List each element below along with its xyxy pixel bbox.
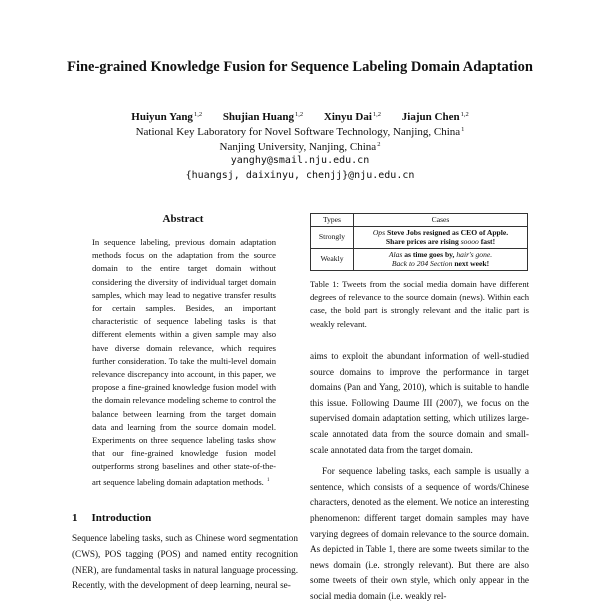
- author-name: Jiajun Chen: [401, 111, 460, 123]
- italic-fragment: Ops: [372, 227, 386, 237]
- italic-fragment: hair's gone.: [456, 249, 493, 259]
- author: [324, 111, 381, 123]
- author-affil-mark: 1,2: [460, 111, 469, 118]
- email-1: yanghy@smail.nju.edu.cn: [230, 155, 370, 166]
- section-heading-introduction: [72, 512, 151, 524]
- table-row: [311, 226, 528, 248]
- italic-fragment: Back to 204 Section: [391, 259, 453, 268]
- table-row: [311, 248, 528, 270]
- affiliation-1-text: National Key Laboratory for Novel Software Technology, Nanjing, China: [135, 126, 461, 138]
- table-header-row: [311, 214, 528, 227]
- bold-fragment: fast!: [480, 237, 496, 246]
- case-line: [357, 250, 524, 260]
- bold-fragment: Share prices are rising: [385, 237, 459, 246]
- bold-fragment: Steve Jobs resigned as CEO of Apple.: [386, 227, 509, 237]
- author: [131, 111, 202, 123]
- affiliation-1-mark: 1: [461, 126, 465, 133]
- bold-fragment: as time goes by,: [404, 249, 455, 259]
- right-column-body: [310, 349, 529, 605]
- section-number: 1: [72, 512, 78, 524]
- table-cell-case: [354, 248, 528, 270]
- abstract-heading: Abstract: [162, 213, 204, 225]
- italic-fragment: Alas: [388, 249, 403, 259]
- author-affil-mark: 1,2: [372, 111, 382, 118]
- introduction-body: Sequence labeling tasks, such as Chinese word segmentation (CWS), POS tagging (POS) and named entity recognition (NER), are fundamental tasks in natural language processing. Recently, with the development of deep learning, neural se-: [72, 533, 298, 591]
- table-cell-type: Weakly: [311, 248, 354, 270]
- paragraph: aims to exploit the abundant information of well-studied source domains to improve the performance in target domains (Pan and Yang, 2010), which is suitable to handle this issue. Following Daume III (2007), we focus on the supervised domain adaptation setting, which utilizes large-scale annotated data from the source domain and small-scale annotated data from the target domain.: [310, 351, 529, 455]
- section-title: Introduction: [91, 512, 152, 524]
- author-affil-mark: 1,2: [193, 111, 203, 118]
- table-header-cell: Cases: [354, 214, 528, 227]
- affiliation-2-mark: 2: [377, 141, 381, 148]
- table-1-caption: Table 1: Tweets from the social media domain have different degrees of relevance to the source domain (news). Within each case, the bold part is strongly relevant and the italic part is weakly relevant.: [310, 279, 529, 329]
- footnote-mark: 1: [266, 477, 270, 483]
- table-cell-case: [354, 226, 528, 248]
- abstract-text: In sequence labeling, previous domain adaptation methods focus on the adaptation from the source domain to the entire target domain without considering the diversity of individual target domain samples, which may lead to negative transfer results for certain samples. Besides, an important characteristic of sequence labeling tasks is that different elements within a given sample may also have diverse domain relevance, which requires further consideration. To take the multi-level domain relevance discrepancy into account, in this paper, we propose a fine-grained knowledge fusion model with the domain relevance modeling scheme to control the balance between learning from the target domain data and learning from the source domain model. Experiments on three sequence labeling tasks show that our fine-grained knowledge fusion model outperforms strong baselines and other state-of-the-art sequence labeling domain adaptation methods.: [92, 237, 276, 487]
- author-name: Xinyu Dai: [323, 111, 372, 123]
- author-name: Shujian Huang: [222, 111, 295, 123]
- case-line: [357, 259, 524, 269]
- author-list: [40, 108, 560, 124]
- affiliation-1: [40, 123, 560, 139]
- paper-title: Fine-grained Knowledge Fusion for Sequence Labeling Domain Adaptation: [67, 59, 533, 75]
- italic-fragment: soooo: [460, 237, 479, 246]
- table-header-cell: Types: [311, 214, 354, 227]
- author-affil-mark: 1,2: [295, 111, 304, 118]
- case-line: [357, 228, 524, 238]
- abstract-body: [92, 236, 276, 489]
- affiliation-2-text: Nanjing University, Nanjing, China: [219, 141, 377, 153]
- author: [402, 111, 469, 123]
- paragraph: For sequence labeling tasks, each sample is usually a sentence, which consists of a sequence of words/Chinese characters, denoted as the element. We notice an interesting phenomenon: different target domain samples may have varying degrees of domain relevance to the source domain. As depicted in Table 1, there are some tweets similar to the news domain (i.e. strongly relevant). But there are also some tweets of their own style, which only appear in the social media domain (i.e. weakly rel-: [310, 466, 529, 601]
- table-1: [310, 213, 528, 271]
- author: [223, 111, 303, 123]
- author-name: Huiyun Yang: [131, 111, 193, 123]
- table-cell-type: Strongly: [311, 226, 354, 248]
- bold-fragment: next week!: [454, 259, 490, 268]
- email-2: {huangsj, daixinyu, chenjj}@nju.edu.cn: [185, 170, 415, 181]
- affiliation-2: [40, 138, 560, 154]
- case-line: [357, 237, 524, 247]
